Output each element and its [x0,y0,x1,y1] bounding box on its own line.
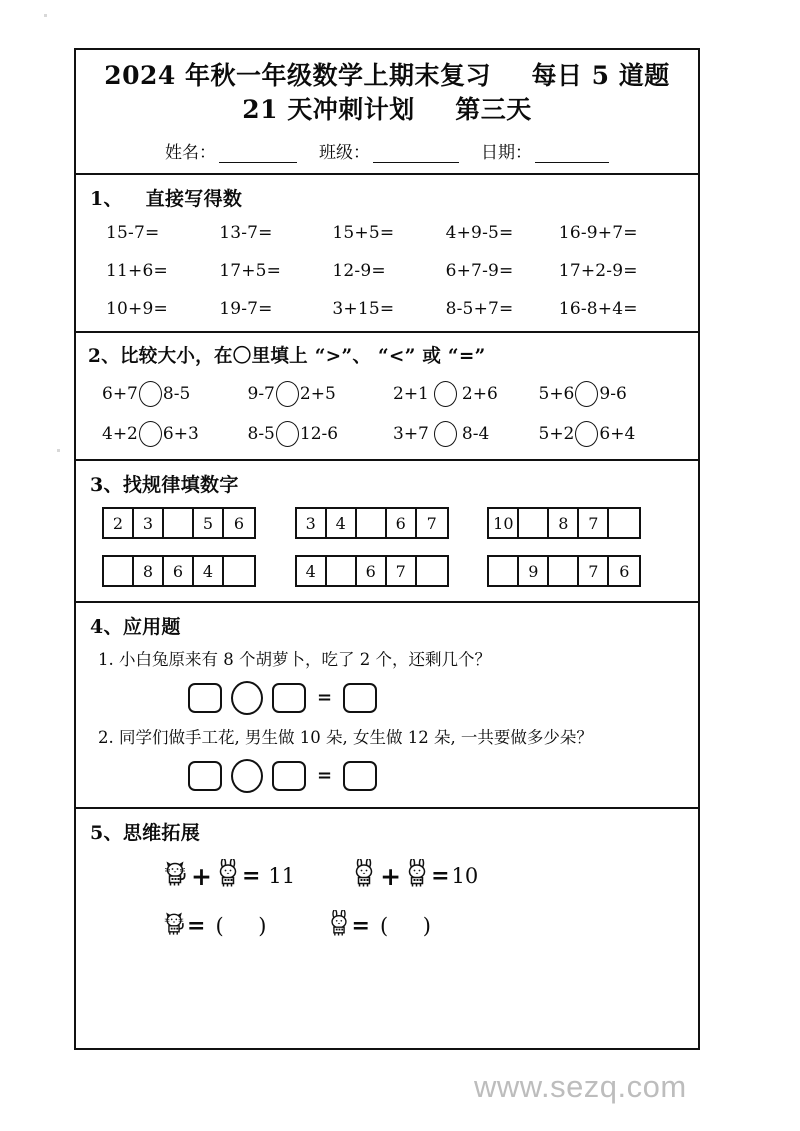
section-2-heading [76,333,698,370]
answer-box-operand-2[interactable] [272,761,306,791]
compare-item [102,381,248,407]
compare-right: 6+3 [162,424,199,444]
rabbit-icon [215,859,241,894]
strip-cell[interactable]: 8 [549,509,579,537]
strip-cell[interactable]: 4 [297,557,327,585]
number-strip [102,507,256,539]
class-label: 班级： [319,143,370,163]
number-strip [487,507,641,539]
calc-problem[interactable]: 13-7= [219,223,273,243]
strip-cell[interactable]: 7 [579,557,609,585]
word-problem-text: 1. 小白兔原来有 8 个胡萝卜，吃了 2 个，还剩几个？ [98,650,491,669]
calc-problem[interactable]: 17+2-9= [558,261,638,281]
section-4-number: 4、 [90,616,123,638]
section-4 [76,603,698,809]
compare-left: 8-5 [247,424,275,444]
section-4-title: 应用题 [122,616,181,638]
answer-circle-operator[interactable] [231,681,263,715]
strip-cell[interactable] [417,557,447,585]
calc-problem[interactable]: 15+5= [332,223,395,243]
compare-right: 8-4 [461,424,490,444]
answer-box-operand-1[interactable] [188,683,222,713]
rabbit-icon [351,859,377,894]
answer-box-result[interactable] [343,761,377,791]
section-2 [76,333,698,461]
compare-item [102,421,248,447]
compare-left: 9-7 [247,384,275,404]
strip-cell[interactable]: 6 [357,557,387,585]
strip-cell[interactable]: 10 [489,509,519,537]
strip-cell[interactable] [549,557,579,585]
strip-cell[interactable] [164,509,194,537]
calc-problem[interactable]: 15-7= [106,223,160,243]
section-3 [76,461,698,603]
strip-cell[interactable]: 7 [426,513,437,533]
equals-sign: = [351,913,370,939]
equals-sign: = [431,863,450,889]
worksheet-title-line-1 [76,60,698,92]
rabbit-icon [404,859,430,894]
date-field [481,138,609,163]
class-field [319,138,473,163]
section-2-title: 比较大小，在〇里填上 “>”、 “<” 或 “=” [119,346,486,367]
strip-cell[interactable]: 6 [387,509,417,537]
calc-problem[interactable]: 6+7-9= [445,261,514,281]
compare-right: 8-5 [162,384,191,404]
section-5-heading [76,809,698,847]
compare-left: 5+6 [538,384,575,404]
cat-icon [162,910,186,943]
compare-right: 2+5 [299,384,336,404]
strip-cell[interactable]: 6 [619,561,630,581]
calc-problem[interactable]: 3+15= [332,299,395,319]
site-watermark: www.sezq.com [474,1069,687,1104]
section-4-heading [76,603,698,641]
compare-circle-blank[interactable] [434,381,457,407]
equation-result: 10 [451,864,479,888]
puzzle-answer-row [76,910,698,943]
date-label: 日期： [481,143,532,163]
strip-cell[interactable]: 7 [579,509,609,537]
compare-left: 4+2 [102,424,138,444]
section-2-compare-grid [76,370,698,447]
calc-problem[interactable]: 8-5+7= [445,299,514,319]
equals-sign: = [241,863,261,889]
puzzle-answer-2 [327,910,446,943]
calc-problem[interactable]: 11+6= [106,261,168,281]
section-3-heading [76,461,698,499]
compare-left: 3+7 [393,424,429,444]
cat-icon [162,859,188,894]
answer-circle-operator[interactable] [231,759,263,793]
strip-cell[interactable] [519,509,549,537]
strip-cell[interactable]: 3 [297,509,327,537]
puzzle-equation-2 [351,859,478,894]
puzzle-equation-1 [162,859,295,894]
section-1-title: 直接写得数 [145,188,243,210]
strip-cell[interactable]: 6 [164,557,194,585]
section-3-strip-grid [76,499,698,587]
calc-problem[interactable]: 16-8+4= [558,299,638,319]
compare-circle-blank[interactable] [434,421,457,447]
section-5-title: 思维拓展 [122,821,201,844]
section-3-title: 找规律填数字 [122,474,239,496]
student-info-row [76,138,698,167]
title-day: 第三天 [455,95,532,124]
strip-cell[interactable] [357,509,387,537]
compare-item [248,421,394,447]
equals-sign: = [187,913,206,939]
compare-item [248,381,394,407]
strip-cell[interactable]: 6 [233,513,245,533]
compare-item [539,421,685,447]
answer-box-operand-2[interactable] [272,683,306,713]
title-main: 2024 年秋一年级数学上期末复习 [104,61,492,90]
strip-cell[interactable]: 4 [327,509,357,537]
compare-right: 9-6 [599,384,627,404]
compare-circle-blank[interactable] [276,421,299,447]
rabbit-icon [327,910,351,943]
answer-box-result[interactable] [343,683,377,713]
number-strip [102,555,256,587]
calc-problem[interactable]: 12-9= [332,261,386,281]
section-5-number: 5、 [90,821,123,844]
answer-box-operand-1[interactable] [188,761,222,791]
name-label: 姓名： [165,143,216,163]
calc-problem[interactable]: 17+5= [219,261,282,281]
word-problem-answer-row [76,673,698,719]
section-5 [76,809,698,959]
section-3-number: 3、 [90,474,123,496]
word-problem-answer-row [76,751,698,797]
strip-cell[interactable]: 2 [104,509,134,537]
strip-cell[interactable] [327,557,357,585]
answer-blank-parens[interactable]: ( ) [215,914,281,938]
calc-problem[interactable]: 4+9-5= [445,223,514,243]
compare-item [539,381,685,407]
name-field [165,138,311,163]
puzzle-answer-1 [162,910,281,943]
section-1-problem-grid [76,213,698,319]
equals-sign: = [317,765,333,786]
class-input[interactable] [373,147,459,163]
compare-circle-blank[interactable] [276,381,299,407]
strip-cell[interactable] [489,557,519,585]
worksheet-sheet [74,48,700,1050]
strip-cell[interactable]: 8 [134,557,164,585]
number-strip [295,507,449,539]
strip-cell[interactable]: 4 [194,557,224,585]
compare-circle-blank[interactable] [139,381,162,407]
number-strip [295,555,449,587]
section-1-heading [76,175,698,213]
compare-circle-blank[interactable] [575,381,598,407]
word-problem-text: 2. 同学们做手工花, 男生做 10 朵, 女生做 12 朵, 一共要做多少朵？ [98,727,593,747]
calc-problem[interactable]: 10+9= [106,299,168,319]
calc-problem[interactable]: 19-7= [219,299,273,319]
worksheet-header [76,50,698,175]
compare-right: 2+6 [461,384,498,404]
compare-item [393,381,539,407]
puzzle-equation-row [76,859,698,894]
compare-circle-blank[interactable] [139,421,162,447]
strip-cell[interactable] [104,557,134,585]
name-input[interactable] [219,147,297,163]
strip-cell[interactable]: 3 [134,509,164,537]
compare-left: 2+1 [393,384,429,404]
compare-item [393,421,539,447]
section-1-number: 1、 [90,188,123,210]
compare-left: 6+7 [102,384,138,404]
answer-blank-parens[interactable]: ( ) [379,914,445,938]
worksheet-title-line-2 [76,94,698,126]
strip-cell[interactable]: 7 [387,557,417,585]
plus-sign: + [380,861,402,891]
scan-artifact-dot [44,14,47,17]
compare-circle-blank[interactable] [575,421,598,447]
compare-right: 12-6 [299,424,339,444]
strip-cell[interactable] [224,557,254,585]
strip-cell[interactable]: 9 [519,557,549,585]
scan-artifact-dot [57,449,60,452]
compare-left: 5+2 [538,424,575,444]
equation-result: 11 [268,864,296,888]
title-daily-count: 每日 5 道题 [531,61,670,90]
date-input[interactable] [535,147,609,163]
title-plan: 21 天冲刺计划 [242,95,415,124]
section-1 [76,175,698,333]
compare-right: 6+4 [599,424,636,444]
calc-problem[interactable]: 16-9+7= [558,223,638,243]
equals-sign: = [317,687,333,709]
section-2-number: 2、 [88,346,120,367]
strip-cell[interactable]: 5 [194,509,224,537]
strip-cell[interactable] [609,509,639,537]
plus-sign: + [191,861,212,891]
number-strip [487,555,641,587]
